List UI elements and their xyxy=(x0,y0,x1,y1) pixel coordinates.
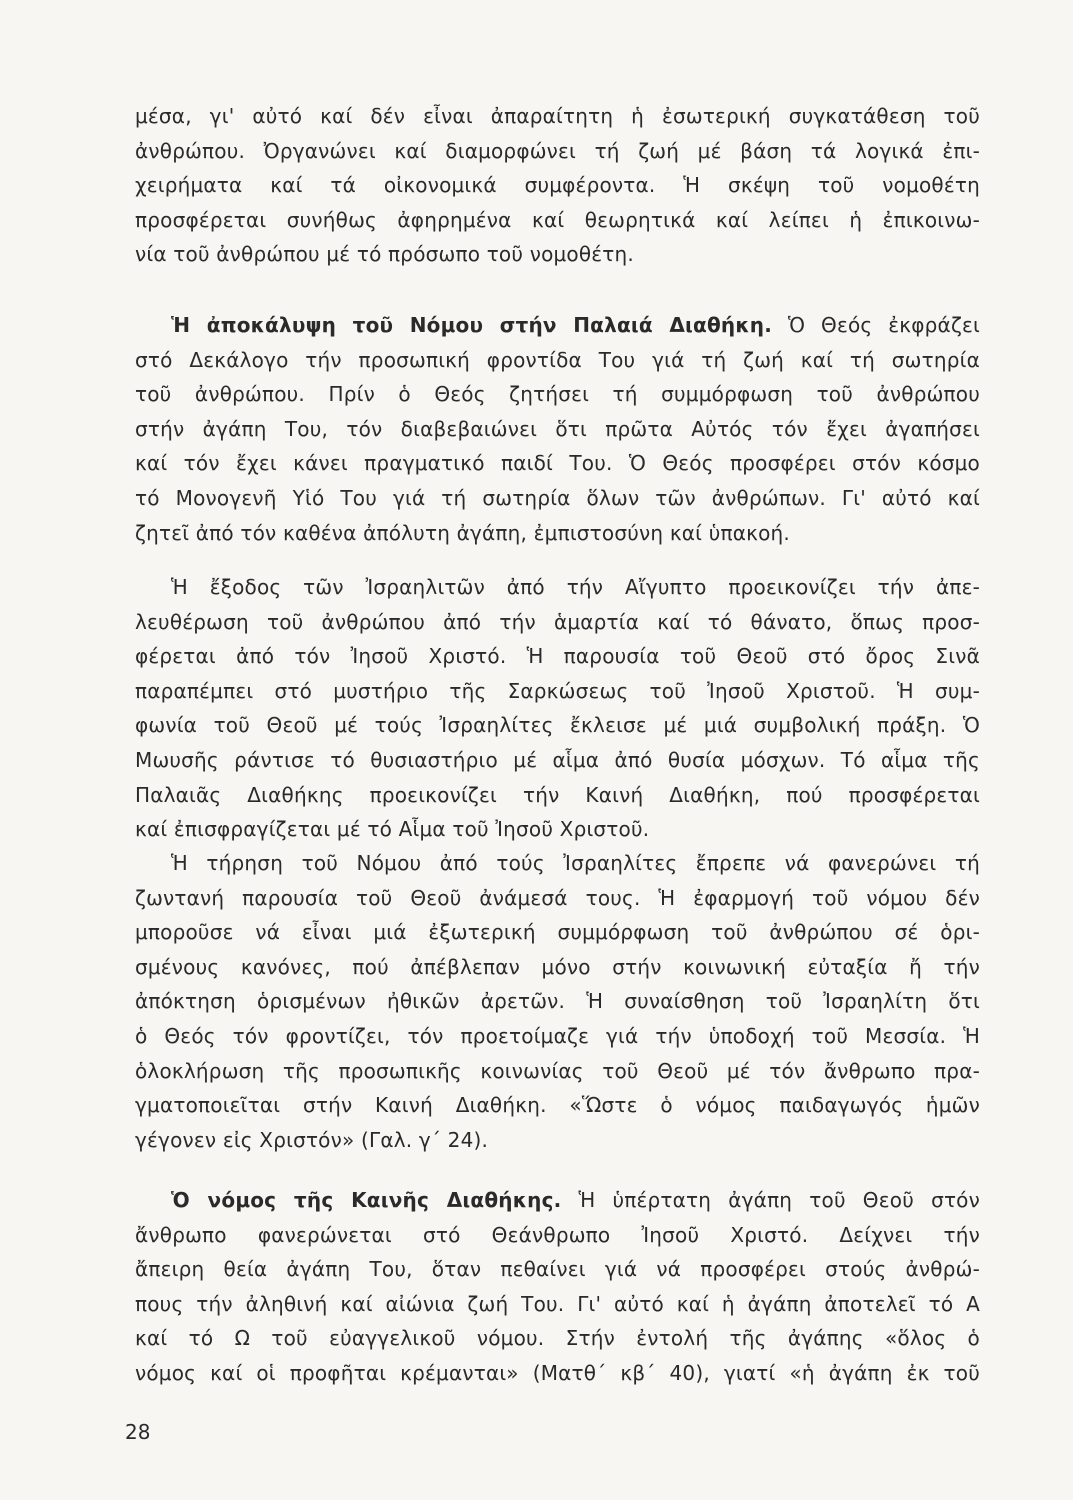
text-line: νία τοῦ ἀνθρώπου μέ τό πρόσωπο τοῦ νομοθέτη. xyxy=(135,242,634,267)
text-line: στήν ἀγάπη Του, τόν διαβεβαιώνει ὅτι πρῶτα Αὐτός τόν ἔχει ἀγαπήσει xyxy=(135,416,980,441)
text-line: καί τό Ω τοῦ εὐαγγελικοῦ νόμου. Στήν ἐντολή τῆς ἀγάπης «ὅλος ὁ xyxy=(135,1326,980,1351)
text-line: Ἡ ἔξοδος τῶν Ἰσραηλιτῶν ἀπό τήν Αἴγυπτο προεικονίζει τήν ἀπε- xyxy=(171,575,980,599)
text-line: Μωυσῆς ράντισε τό θυσιαστήριο μέ αἷμα ἀπό θυσία μόσχων. Τό αἷμα τῆς xyxy=(135,747,980,772)
heading-line-rest: Ὁ Θεός ἐκφράζει xyxy=(772,313,980,337)
text-line: γέγονεν εἰς Χριστόν» (Γαλ. γ΄ 24). xyxy=(135,1127,489,1152)
paragraph-1 xyxy=(135,99,980,272)
text-line: καί ἐπισφραγίζεται μέ τό Αἷμα τοῦ Ἰησοῦ Χριστοῦ. xyxy=(135,817,650,842)
text-line: ἀνθρώπου. Ὀργανώνει καί διαμορφώνει τή ζωή μέ βάση τά λογικά ἐπι- xyxy=(135,138,980,163)
text-line: μποροῦσε νά εἶναι μιά ἐξωτερική συμμόρφωση τοῦ ἀνθρώπου σέ ὁρι- xyxy=(135,920,980,945)
section-heading: Ὁ νόμος τῆς Καινῆς Διαθήκης. xyxy=(171,1188,562,1212)
heading-line xyxy=(135,308,980,343)
text-line: φέρεται ἀπό τόν Ἰησοῦ Χριστό. Ἡ παρουσία τοῦ Θεοῦ στό ὄρος Σινᾶ xyxy=(135,644,980,669)
text-line: Ἡ τήρηση τοῦ Νόμου ἀπό τούς Ἰσραηλίτες ἔπρεπε νά φανερώνει τή xyxy=(171,851,980,875)
page-number: 28 xyxy=(125,1420,151,1444)
text-line: προσφέρεται συνήθως ἀφηρημένα καί θεωρητικά καί λείπει ἡ ἐπικοινω- xyxy=(135,207,980,232)
text-line: ζητεῖ ἀπό τόν καθένα ἀπόλυτη ἀγάπη, ἐμπιστοσύνη καί ὑπακοή. xyxy=(135,520,790,545)
text-line: καί τόν ἔχει κάνει πραγματικό παιδί Του. Ὁ Θεός προσφέρει στόν κόσμο xyxy=(135,451,980,476)
text-line: σμένους κανόνες, πού ἀπέβλεπαν μόνο στήν κοινωνική εὐταξία ἤ τήν xyxy=(135,954,980,979)
text-line: φωνία τοῦ Θεοῦ μέ τούς Ἰσραηλίτες ἔκλεισε μέ μιά συμβολική πράξη. Ὁ xyxy=(135,713,980,738)
text-line: μέσα, γι' αὐτό καί δέν εἶναι ἀπαραίτητη ἡ ἐσωτερική συγκατάθεση τοῦ xyxy=(135,104,980,128)
text-line: ἄπειρη θεία ἀγάπη Του, ὅταν πεθαίνει γιά νά προσφέρει στούς ἀνθρώ- xyxy=(135,1257,980,1282)
text-line: χειρήματα καί τά οἰκονομικά συμφέροντα. Ἡ σκέψη τοῦ νομοθέτη xyxy=(135,173,980,198)
paragraph-4 xyxy=(135,846,980,1157)
text-line: ὁ Θεός τόν φροντίζει, τόν προετοίμαζε γιά τήν ὑποδοχή τοῦ Μεσσία. Ἡ xyxy=(135,1023,980,1048)
text-line: ἄνθρωπο φανερώνεται στό Θεάνθρωπο Ἰησοῦ Χριστό. Δείχνει τήν xyxy=(135,1222,980,1247)
text-line: πους τήν ἀληθινή καί αἰώνια ζωή Του. Γι' αὐτό καί ἡ ἀγάπη ἀποτελεῖ τό Α xyxy=(135,1291,980,1316)
text-line: ζωντανή παρουσία τοῦ Θεοῦ ἀνάμεσά τους. Ἡ ἐφαρμογή τοῦ νόμου δέν xyxy=(135,885,980,910)
text-line: νόμος καί οἱ προφῆται κρέμανται» (Ματθ΄ κβ΄ 40), γιατί «ἡ ἀγάπη ἐκ τοῦ xyxy=(135,1360,980,1385)
text-line: παραπέμπει στό μυστήριο τῆς Σαρκώσεως τοῦ Ἰησοῦ Χριστοῦ. Ἡ συμ- xyxy=(135,678,980,703)
heading-line xyxy=(135,1183,980,1218)
text-line: Παλαιᾶς Διαθήκης προεικονίζει τήν Καινή Διαθήκη, πού προσφέρεται xyxy=(135,782,980,807)
text-line: λευθέρωση τοῦ ἀνθρώπου ἀπό τήν ἁμαρτία καί τό θάνατο, ὅπως προσ- xyxy=(135,609,980,634)
text-line: τοῦ ἀνθρώπου. Πρίν ὁ Θεός ζητήσει τή συμμόρφωση τοῦ ἀνθρώπου xyxy=(135,382,980,407)
text-line: ὁλοκλήρωση τῆς προσωπικῆς κοινωνίας τοῦ Θεοῦ μέ τόν ἄνθρωπο πρα- xyxy=(135,1058,980,1083)
text-line: γματοποιεῖται στήν Καινή Διαθήκη. «Ὥστε ὁ νόμος παιδαγωγός ἡμῶν xyxy=(135,1093,980,1118)
text-line: τό Μονογενῆ Υἱό Του γιά τή σωτηρία ὅλων τῶν ἀνθρώπων. Γι' αὐτό καί xyxy=(135,485,980,510)
paragraph-5 xyxy=(135,1183,980,1391)
paragraph-3 xyxy=(135,570,980,847)
text-line: στό Δεκάλογο τήν προσωπική φροντίδα Του γιά τή ζωή καί τή σωτηρία xyxy=(135,347,980,372)
paragraph-2 xyxy=(135,308,980,550)
section-heading: Ἡ ἀποκάλυψη τοῦ Νόμου στήν Παλαιά Διαθήκη. xyxy=(171,313,773,337)
text-line: ἀπόκτηση ὁρισμένων ἠθικῶν ἀρετῶν. Ἡ συναίσθηση τοῦ Ἰσραηλίτη ὅτι xyxy=(135,989,980,1014)
heading-line-rest: Ἡ ὑπέρτατη ἀγάπη τοῦ Θεοῦ στόν xyxy=(561,1188,980,1212)
